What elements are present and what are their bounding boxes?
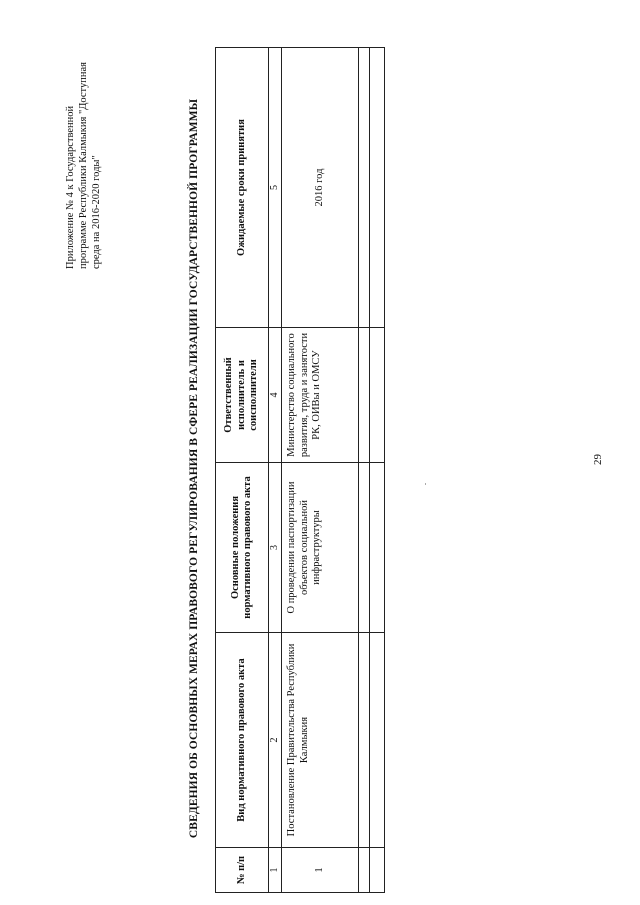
appendix-line-1: Приложение № 4 к Государственной (65, 105, 76, 269)
header-executor: Ответственный исполнитель и соисполнители (216, 328, 269, 463)
column-number: 2 (269, 633, 282, 848)
empty-cell (370, 328, 385, 463)
column-number: 3 (269, 463, 282, 633)
empty-cell (370, 463, 385, 633)
header-act-type: Вид нормативного правового акта (216, 633, 269, 848)
header-number: № п/п (216, 848, 269, 893)
table-header-row (216, 48, 269, 893)
header-provisions: Основные положения нормативного правового акта (216, 463, 269, 633)
column-number: 1 (269, 848, 282, 893)
column-number-row (269, 48, 282, 893)
cell-provisions: О проведении паспортизации объектов социальной инфраструктуры (282, 463, 359, 633)
cell-term: 2016 год (282, 48, 359, 328)
empty-cell (359, 463, 370, 633)
column-number: 4 (269, 328, 282, 463)
empty-cell (370, 633, 385, 848)
appendix-note (64, 39, 103, 269)
empty-cell (370, 48, 385, 328)
column-number: 5 (269, 48, 282, 328)
empty-cell (359, 633, 370, 848)
table-row (282, 48, 359, 893)
empty-cell (359, 48, 370, 328)
page-number: 29 (592, 454, 604, 465)
legal-measures-table (215, 47, 385, 893)
appendix-line-3: среда на 2016-2020 годы" (91, 155, 102, 269)
header-term: Ожидаемые сроки принятия (216, 48, 269, 328)
cell-act-type: Постановление Правительства Республики Калмыкия (282, 633, 359, 848)
empty-row (370, 48, 385, 893)
empty-row (359, 48, 370, 893)
cell-number: 1 (282, 848, 359, 893)
empty-cell (359, 328, 370, 463)
empty-cell (359, 848, 370, 893)
document-heading: СВЕДЕНИЯ ОБ ОСНОВНЫХ МЕРАХ ПРАВОВОГО РЕГУЛИРОВАНИЯ В СФЕРЕ РЕАЛИЗАЦИИ ГОСУДАРСТВЕННОЙ ПРОГРАММЫ (188, 98, 200, 839)
scan-speck (425, 483, 426, 485)
appendix-line-2: программе Республики Калмыкия "Доступная (78, 62, 89, 269)
cell-executor: Министерство социального развития, труда и занятости РК, ОИВы и ОМСУ (282, 328, 359, 463)
empty-cell (370, 848, 385, 893)
